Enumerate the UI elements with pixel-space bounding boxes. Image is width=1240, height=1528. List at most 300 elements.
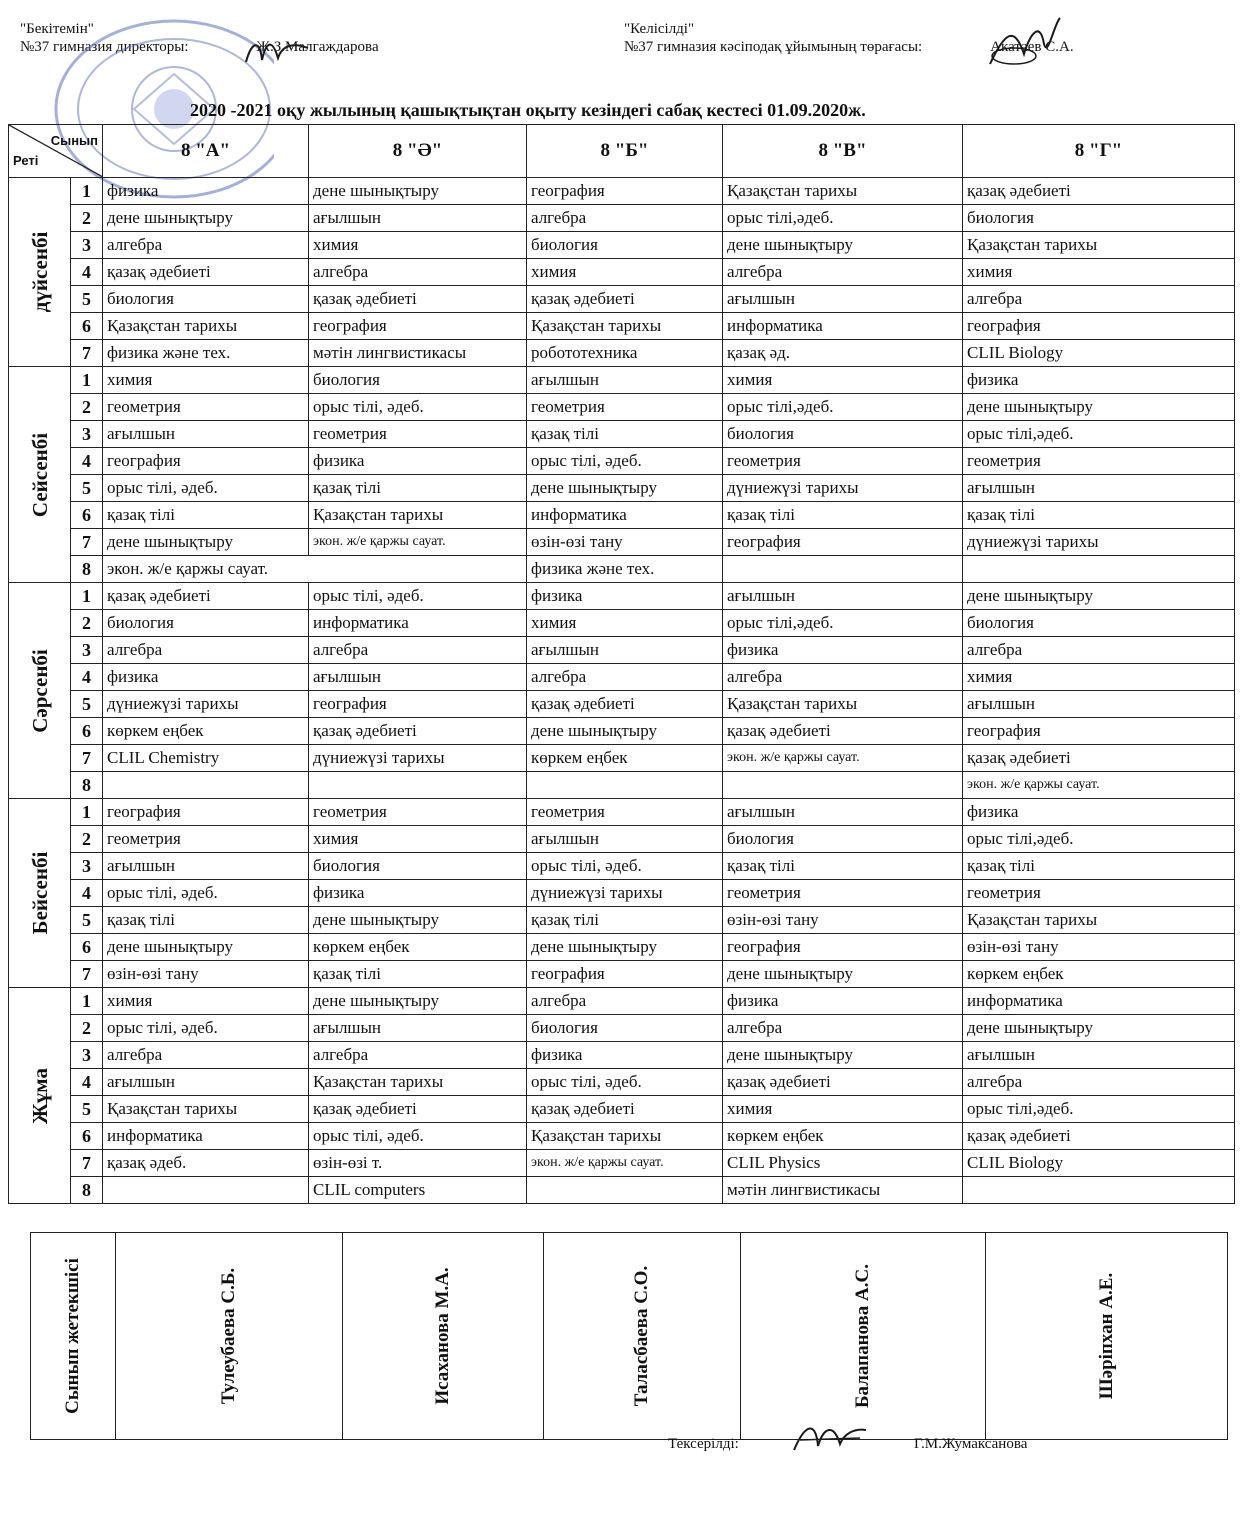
- subject-cell: дене шынықтыру: [309, 907, 527, 934]
- subject-cell: [527, 1177, 723, 1204]
- lesson-number: 3: [71, 1042, 103, 1069]
- subject-cell: робототехника: [527, 340, 723, 367]
- subject-cell: орыс тілі,әдеб.: [723, 394, 963, 421]
- subject-cell: биология: [527, 232, 723, 259]
- lesson-number: 4: [71, 664, 103, 691]
- subject-cell: орыс тілі, әдеб.: [103, 475, 309, 502]
- lesson-row: [9, 286, 1235, 313]
- subject-cell: орыс тілі, әдеб.: [103, 1015, 309, 1042]
- lesson-row: [9, 313, 1235, 340]
- subject-cell: қазақ тілі: [963, 502, 1235, 529]
- subject-cell: орыс тілі, әдеб.: [309, 1123, 527, 1150]
- subject-cell: география: [723, 529, 963, 556]
- lesson-number: 1: [71, 988, 103, 1015]
- subject-cell: CLIL Biology: [963, 1150, 1235, 1177]
- lesson-row: [9, 475, 1235, 502]
- subject-cell: биология: [963, 610, 1235, 637]
- lesson-row: [9, 556, 1235, 583]
- lesson-row: [9, 583, 1235, 610]
- checked-label: Тексерілді:: [668, 1436, 739, 1452]
- subject-cell: қазақ әдебиеті: [103, 583, 309, 610]
- class-header: 8 "Б": [527, 125, 723, 178]
- schedule-sheet: [8, 124, 1234, 1204]
- class-header: 8 "Ә": [309, 125, 527, 178]
- subject-cell: дене шынықтыру: [963, 1015, 1235, 1042]
- lesson-number: 5: [71, 1096, 103, 1123]
- subject-cell: орыс тілі,әдеб.: [963, 826, 1235, 853]
- subject-cell: орыс тілі, әдеб.: [103, 880, 309, 907]
- day-cell: [9, 367, 71, 583]
- lesson-number: 5: [71, 475, 103, 502]
- day-name: Бейсенбі: [27, 851, 52, 935]
- subject-cell: дене шынықтыру: [309, 988, 527, 1015]
- subject-cell: ағылшын: [963, 691, 1235, 718]
- subject-cell: геометрия: [309, 799, 527, 826]
- subject-cell: биология: [723, 421, 963, 448]
- lesson-row: [9, 1096, 1235, 1123]
- lesson-number: 2: [71, 1015, 103, 1042]
- subject-cell: ағылшын: [103, 421, 309, 448]
- class-teacher-name: Талаcбаева С.О.: [631, 1265, 652, 1407]
- lesson-number: 1: [71, 583, 103, 610]
- subject-cell: дүниежүзі тарихы: [963, 529, 1235, 556]
- subject-cell: химия: [963, 259, 1235, 286]
- lesson-row: [9, 799, 1235, 826]
- subject-cell: экон. ж/е қаржы сауат.: [723, 745, 963, 772]
- subject-cell: физика: [103, 178, 309, 205]
- lesson-number: 4: [71, 448, 103, 475]
- lesson-row: [9, 1150, 1235, 1177]
- lesson-row: [9, 502, 1235, 529]
- corner-class-label: Сынып: [50, 133, 98, 148]
- subject-cell: алгебра: [963, 286, 1235, 313]
- subject-cell: қазақ тілі: [103, 502, 309, 529]
- subject-cell: CLIL Biology: [963, 340, 1235, 367]
- class-header: 8 "В": [723, 125, 963, 178]
- subject-cell: дене шынықтыру: [527, 934, 723, 961]
- subject-cell: геометрия: [963, 880, 1235, 907]
- subject-cell: физика және тех.: [103, 340, 309, 367]
- subject-cell: қазақ әдебиеті: [963, 178, 1235, 205]
- approval-block: [20, 20, 480, 56]
- lesson-row: [9, 1177, 1235, 1204]
- subject-cell: қазақ әдебиеті: [527, 691, 723, 718]
- subject-cell: дене шынықтыру: [963, 394, 1235, 421]
- subject-cell: дене шынықтыру: [723, 961, 963, 988]
- subject-cell: геометрия: [527, 799, 723, 826]
- subject-cell: қазақ әдебиеті: [103, 259, 309, 286]
- lesson-number: 3: [71, 232, 103, 259]
- subject-cell: [723, 556, 963, 583]
- class-teacher-name: Исаханова М.А.: [432, 1267, 453, 1405]
- subject-cell: CLIL computers: [309, 1177, 527, 1204]
- subject-cell: дене шынықтыру: [527, 718, 723, 745]
- subject-cell: геометрия: [723, 448, 963, 475]
- lesson-row: [9, 664, 1235, 691]
- subject-cell: география: [103, 799, 309, 826]
- subject-cell: дүниежүзі тарихы: [723, 475, 963, 502]
- lesson-row: [9, 880, 1235, 907]
- day-name: Жұма: [27, 1067, 52, 1124]
- day-name: Сейсенбі: [27, 432, 52, 517]
- lesson-number: 8: [71, 556, 103, 583]
- subject-cell: химия: [527, 259, 723, 286]
- class-teacher-name: Балапанова А.С.: [852, 1263, 873, 1409]
- subject-cell: география: [309, 691, 527, 718]
- class-header: 8 "А": [103, 125, 309, 178]
- class-teacher-cell: [741, 1233, 986, 1439]
- subject-cell: биология: [103, 610, 309, 637]
- subject-cell: орыс тілі, әдеб.: [309, 583, 527, 610]
- subject-cell: қазақ әдебиеті: [963, 1123, 1235, 1150]
- subject-cell: қазақ тілі: [723, 502, 963, 529]
- subject-cell: ағылшын: [963, 475, 1235, 502]
- subject-cell: орыс тілі,әдеб.: [723, 610, 963, 637]
- subject-cell: орыс тілі, әдеб.: [527, 1069, 723, 1096]
- subject-cell: ағылшын: [723, 799, 963, 826]
- lesson-number: 3: [71, 637, 103, 664]
- lesson-number: 1: [71, 367, 103, 394]
- subject-cell: информатика: [309, 610, 527, 637]
- lesson-number: 4: [71, 880, 103, 907]
- subject-cell: химия: [309, 826, 527, 853]
- subject-cell: физика: [309, 880, 527, 907]
- class-teacher-cell: [343, 1233, 544, 1439]
- subject-cell: Қазақстан тарихы: [963, 232, 1235, 259]
- class-header-row: [9, 125, 1235, 178]
- subject-cell: алгебра: [723, 1015, 963, 1042]
- day-name: Сәрсенбі: [27, 648, 52, 733]
- schedule-title: 2020 -2021 оқу жылының қашықтықтан оқыту кезіндегі сабақ кестесі 01.09.2020ж.: [190, 100, 866, 120]
- lesson-number: 1: [71, 799, 103, 826]
- lesson-row: [9, 340, 1235, 367]
- lesson-row: [9, 826, 1235, 853]
- class-teacher-cell: [116, 1233, 343, 1439]
- subject-cell: қазақ әдебиеті: [309, 1096, 527, 1123]
- subject-cell: көркем еңбек: [527, 745, 723, 772]
- subject-cell: [527, 772, 723, 799]
- lesson-number: 2: [71, 610, 103, 637]
- subject-cell: CLIL Chemistry: [103, 745, 309, 772]
- subject-cell: қазақ әдебиеті: [309, 718, 527, 745]
- subject-cell: қазақ тілі: [309, 961, 527, 988]
- subject-cell: алгебра: [723, 259, 963, 286]
- subject-cell: биология: [527, 1015, 723, 1042]
- subject-cell: информатика: [723, 313, 963, 340]
- subject-cell: алгебра: [309, 259, 527, 286]
- lesson-number: 6: [71, 1123, 103, 1150]
- lesson-number: 1: [71, 178, 103, 205]
- subject-cell: физика: [963, 367, 1235, 394]
- subject-cell: алгебра: [527, 664, 723, 691]
- subject-cell: қазақ әдебиеті: [723, 718, 963, 745]
- subject-cell: мәтін лингвистикасы: [723, 1177, 963, 1204]
- subject-cell: орыс тілі, әдеб.: [527, 448, 723, 475]
- subject-cell: география: [527, 178, 723, 205]
- subject-cell: [103, 772, 309, 799]
- lesson-number: 2: [71, 205, 103, 232]
- lesson-row: [9, 394, 1235, 421]
- lesson-row: [9, 961, 1235, 988]
- approved-name: Ж.З.Малгаждарова: [256, 39, 379, 55]
- subject-cell: химия: [723, 367, 963, 394]
- subject-cell: геометрия: [103, 394, 309, 421]
- subject-cell: экон. ж/е қаржы сауат.: [963, 772, 1235, 799]
- subject-cell: ағылшын: [309, 1015, 527, 1042]
- subject-cell: химия: [963, 664, 1235, 691]
- class-teacher-cell: [986, 1233, 1227, 1439]
- subject-cell: алгебра: [527, 205, 723, 232]
- day-name: дүйсенбі: [27, 231, 52, 313]
- subject-cell: қазақ тілі: [963, 853, 1235, 880]
- subject-cell: қазақ тілі: [103, 907, 309, 934]
- lesson-number: 7: [71, 745, 103, 772]
- lesson-number: 7: [71, 961, 103, 988]
- subject-cell: химия: [527, 610, 723, 637]
- subject-cell: география: [309, 313, 527, 340]
- subject-cell: ағылшын: [309, 664, 527, 691]
- lesson-number: 8: [71, 1177, 103, 1204]
- subject-cell: алгебра: [963, 637, 1235, 664]
- subject-cell: геометрия: [103, 826, 309, 853]
- lesson-row: [9, 691, 1235, 718]
- subject-cell: информатика: [103, 1123, 309, 1150]
- subject-cell: дене шынықтыру: [103, 205, 309, 232]
- subject-cell: мәтін лингвистикасы: [309, 340, 527, 367]
- subject-cell: орыс тілі,әдеб.: [723, 205, 963, 232]
- subject-cell: алгебра: [103, 232, 309, 259]
- subject-cell: география: [963, 313, 1235, 340]
- subject-cell: дене шынықтыру: [963, 583, 1235, 610]
- subject-cell: ағылшын: [723, 286, 963, 313]
- subject-cell: CLIL Physics: [723, 1150, 963, 1177]
- subject-cell: Қазақстан тарихы: [723, 178, 963, 205]
- subject-cell: дене шынықтыру: [527, 475, 723, 502]
- lesson-row: [9, 259, 1235, 286]
- subject-cell: биология: [103, 286, 309, 313]
- subject-cell: алгебра: [309, 1042, 527, 1069]
- schedule-table: [8, 124, 1235, 1204]
- schedule-body: [9, 178, 1235, 1204]
- subject-cell: география: [723, 934, 963, 961]
- subject-cell: қазақ әдебиеті: [963, 745, 1235, 772]
- agreed-name: Акатаев С.А.: [990, 39, 1074, 55]
- subject-cell: геометрия: [963, 448, 1235, 475]
- subject-cell: өзін-өзі тану: [963, 934, 1235, 961]
- subject-cell: қазақ әдебиеті: [527, 1096, 723, 1123]
- subject-cell: география: [527, 961, 723, 988]
- lesson-number: 5: [71, 907, 103, 934]
- lesson-row: [9, 529, 1235, 556]
- subject-cell: география: [963, 718, 1235, 745]
- class-teachers-row: [30, 1232, 1228, 1440]
- subject-cell: физика: [527, 583, 723, 610]
- subject-cell: орыс тілі,әдеб.: [963, 421, 1235, 448]
- lesson-number: 6: [71, 718, 103, 745]
- lesson-row: [9, 907, 1235, 934]
- subject-cell: дене шынықтыру: [723, 1042, 963, 1069]
- subject-cell: ағылшын: [103, 1069, 309, 1096]
- subject-cell: алгебра: [309, 637, 527, 664]
- subject-cell: дене шынықтыру: [103, 529, 309, 556]
- subject-cell: физика: [103, 664, 309, 691]
- class-teacher-name: Шәріпхан А.Е.: [1095, 1272, 1117, 1400]
- subject-cell: өзін-өзі тану: [527, 529, 723, 556]
- subject-cell: экон. ж/е қаржы сауат.: [103, 556, 527, 583]
- class-teacher-cell: [544, 1233, 741, 1439]
- subject-cell: қазақ тілі: [527, 907, 723, 934]
- subject-cell: информатика: [963, 988, 1235, 1015]
- class-teacher-name: Тулеубаева С.Б.: [218, 1267, 239, 1405]
- subject-cell: дүниежүзі тарихы: [309, 745, 527, 772]
- subject-cell: орыс тілі, әдеб.: [309, 394, 527, 421]
- subject-cell: көркем еңбек: [309, 934, 527, 961]
- subject-cell: дүниежүзі тарихы: [103, 691, 309, 718]
- approved-role: №37 гимназия директоры:: [20, 39, 189, 55]
- subject-cell: Қазақстан тарихы: [103, 313, 309, 340]
- subject-cell: Қазақстан тарихы: [309, 502, 527, 529]
- subject-cell: Қазақстан тарихы: [527, 1123, 723, 1150]
- subject-cell: ағылшын: [103, 853, 309, 880]
- subject-cell: алгебра: [723, 664, 963, 691]
- subject-cell: дүниежүзі тарихы: [527, 880, 723, 907]
- subject-cell: алгебра: [103, 637, 309, 664]
- subject-cell: [723, 772, 963, 799]
- subject-cell: өзін-өзі тану: [723, 907, 963, 934]
- subject-cell: физика: [723, 637, 963, 664]
- agreed-role: №37 гимназия кәсіподақ ұйымының төрағасы:: [624, 39, 923, 55]
- subject-cell: [309, 772, 527, 799]
- subject-cell: физика: [309, 448, 527, 475]
- lesson-row: [9, 637, 1235, 664]
- subject-cell: алгебра: [963, 1069, 1235, 1096]
- class-header: 8 "Г": [963, 125, 1235, 178]
- day-cell: [9, 988, 71, 1204]
- checked-name: Г.М.Жумаксанова: [914, 1436, 1028, 1452]
- subject-cell: [963, 556, 1235, 583]
- lesson-row: [9, 448, 1235, 475]
- subject-cell: [963, 1177, 1235, 1204]
- subject-cell: биология: [963, 205, 1235, 232]
- lesson-number: 4: [71, 1069, 103, 1096]
- lesson-number: 8: [71, 772, 103, 799]
- lesson-row: [9, 934, 1235, 961]
- approved-label: "Бекітемін": [20, 21, 94, 37]
- subject-cell: көркем еңбек: [723, 1123, 963, 1150]
- lesson-number: 7: [71, 340, 103, 367]
- day-cell: [9, 583, 71, 799]
- subject-cell: геометрия: [309, 421, 527, 448]
- subject-cell: қазақ әдебиеті: [527, 286, 723, 313]
- subject-cell: орыс тілі,әдеб.: [963, 1096, 1235, 1123]
- lesson-number: 5: [71, 286, 103, 313]
- subject-cell: химия: [103, 988, 309, 1015]
- lesson-number: 6: [71, 502, 103, 529]
- subject-cell: Қазақстан тарихы: [527, 313, 723, 340]
- subject-cell: биология: [309, 367, 527, 394]
- subject-cell: алгебра: [527, 988, 723, 1015]
- lesson-row: [9, 1069, 1235, 1096]
- lesson-row: [9, 367, 1235, 394]
- subject-cell: геометрия: [527, 394, 723, 421]
- subject-cell: экон. ж/е қаржы сауат.: [527, 1150, 723, 1177]
- subject-cell: физика және тех.: [527, 556, 723, 583]
- lesson-row: [9, 1123, 1235, 1150]
- lesson-number: 6: [71, 934, 103, 961]
- subject-cell: Қазақстан тарихы: [309, 1069, 527, 1096]
- subject-cell: физика: [963, 799, 1235, 826]
- subject-cell: орыс тілі, әдеб.: [527, 853, 723, 880]
- lesson-row: [9, 718, 1235, 745]
- subject-cell: өзін-өзі тану: [103, 961, 309, 988]
- corner-cell: [9, 125, 103, 178]
- subject-cell: география: [103, 448, 309, 475]
- subject-cell: қазақ тілі: [527, 421, 723, 448]
- subject-cell: қазақ әдебиеті: [309, 286, 527, 313]
- subject-cell: өзін-өзі т.: [309, 1150, 527, 1177]
- lesson-row: [9, 853, 1235, 880]
- subject-cell: информатика: [527, 502, 723, 529]
- day-cell: [9, 799, 71, 988]
- lesson-row: [9, 1042, 1235, 1069]
- subject-cell: ағылшын: [527, 367, 723, 394]
- subject-cell: биология: [309, 853, 527, 880]
- lesson-row: [9, 232, 1235, 259]
- subject-cell: Қазақстан тарихы: [963, 907, 1235, 934]
- subject-cell: қазақ тілі: [723, 853, 963, 880]
- subject-cell: геометрия: [723, 880, 963, 907]
- subject-cell: [103, 1177, 309, 1204]
- subject-cell: қазақ тілі: [309, 475, 527, 502]
- subject-cell: химия: [103, 367, 309, 394]
- subject-cell: қазақ әдебиеті: [723, 1069, 963, 1096]
- subject-cell: дене шынықтыру: [103, 934, 309, 961]
- subject-cell: ағылшын: [527, 826, 723, 853]
- subject-cell: қазақ әд.: [723, 340, 963, 367]
- lesson-number: 7: [71, 529, 103, 556]
- lesson-number: 3: [71, 853, 103, 880]
- subject-cell: физика: [527, 1042, 723, 1069]
- subject-cell: көркем еңбек: [103, 718, 309, 745]
- subject-cell: ағылшын: [527, 637, 723, 664]
- subject-cell: биология: [723, 826, 963, 853]
- lesson-number: 6: [71, 313, 103, 340]
- subject-cell: алгебра: [103, 1042, 309, 1069]
- subject-cell: дене шынықтыру: [723, 232, 963, 259]
- lesson-row: [9, 988, 1235, 1015]
- lesson-row: [9, 205, 1235, 232]
- lesson-row: [9, 1015, 1235, 1042]
- subject-cell: көркем еңбек: [963, 961, 1235, 988]
- agreement-block: [624, 20, 1184, 56]
- corner-order-label: Реті: [13, 153, 39, 168]
- subject-cell: Қазақстан тарихы: [723, 691, 963, 718]
- subject-cell: химия: [309, 232, 527, 259]
- lesson-row: [9, 610, 1235, 637]
- lesson-number: 4: [71, 259, 103, 286]
- lesson-number: 2: [71, 394, 103, 421]
- subject-cell: ағылшын: [963, 1042, 1235, 1069]
- subject-cell: Қазақстан тарихы: [103, 1096, 309, 1123]
- subject-cell: қазақ әдеб.: [103, 1150, 309, 1177]
- subject-cell: экон. ж/е қаржы сауат.: [309, 529, 527, 556]
- subject-cell: дене шынықтыру: [309, 178, 527, 205]
- lesson-number: 3: [71, 421, 103, 448]
- subject-cell: ағылшын: [723, 583, 963, 610]
- lesson-row: [9, 178, 1235, 205]
- subject-cell: ағылшын: [309, 205, 527, 232]
- lesson-row: [9, 421, 1235, 448]
